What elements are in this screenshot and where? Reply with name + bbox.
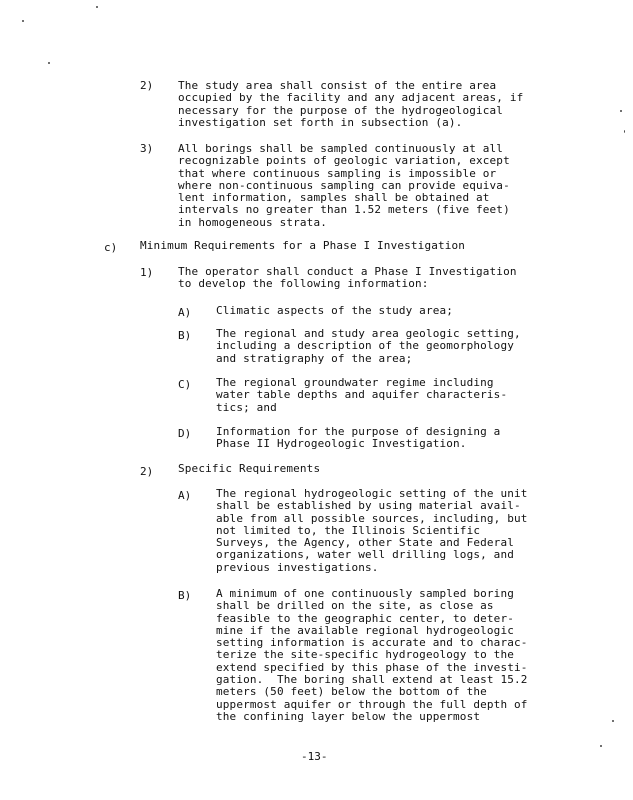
item-text: All borings shall be sampled continuously at all recognizable points of geologic variation, except that where continuous sampling is impossible or where non-continuous sampling can provide equiva- lent information, samples shall be obtained at intervals no greater than 1.52 meters (five feet) in homogeneous strata. [178, 142, 510, 229]
scan-speck [600, 745, 602, 747]
page-number: -13- [301, 750, 328, 763]
item-label: 3) [140, 142, 154, 155]
scan-speck [96, 6, 98, 8]
scan-speck [22, 20, 24, 22]
subitem-label: D) [178, 427, 192, 440]
item-label: 2) [140, 79, 154, 92]
section-label: c) [104, 241, 118, 254]
subitem-text: Climatic aspects of the study area; [216, 304, 454, 317]
subitem-label: B) [178, 329, 192, 342]
item-text: The study area shall consist of the entire area occupied by the facility and any adjacent areas, if necessary for the purpose of the hydrogeological investigation set forth in subsection (a). [178, 79, 524, 129]
item-text: The operator shall conduct a Phase I Investigation to develop the following information: [178, 265, 517, 291]
item-label: 2) [140, 465, 154, 478]
scan-speck [620, 110, 622, 112]
subitem-text: The regional hydrogeologic setting of the unit shall be established by using material avail- able from all possible sources, including, but not limited to, the Illinois Scientific Surveys, the Agency, other State and Federal organizations, water well drilling logs, and previous investigations. [216, 487, 528, 574]
subitem-text: The regional and study area geologic setting, including a description of the geomorphology and stratigraphy of the area; [216, 327, 521, 365]
scan-speck [612, 720, 614, 722]
subitem-label: B) [178, 589, 192, 602]
subitem-label: C) [178, 378, 192, 391]
item-heading: Specific Requirements [178, 462, 321, 475]
item-label: 1) [140, 266, 154, 279]
subitem-text: A minimum of one continuously sampled boring shall be drilled on the site, as close as feasible to the geographic center, to deter- mine if the available regional hydrogeologic setting information is accurate and to charac- terize the site-specific hydrogeology to the extend specified by this phase of the investi- gation. The boring shall extend at least 15.2 meters (50 feet) below the bottom of the uppermost aquifer or through the full depth of the confining layer below the uppermost [216, 587, 528, 723]
subitem-text: The regional groundwater regime including water table depths and aquifer characteris- tics; and [216, 376, 508, 414]
subitem-label: A) [178, 306, 192, 319]
scan-speck [48, 62, 50, 64]
subitem-label: A) [178, 489, 192, 502]
subitem-text: Information for the purpose of designing a Phase II Hydrogeologic Investigation. [216, 425, 501, 451]
scan-speck [624, 130, 625, 133]
section-heading: Minimum Requirements for a Phase I Investigation [140, 239, 466, 252]
